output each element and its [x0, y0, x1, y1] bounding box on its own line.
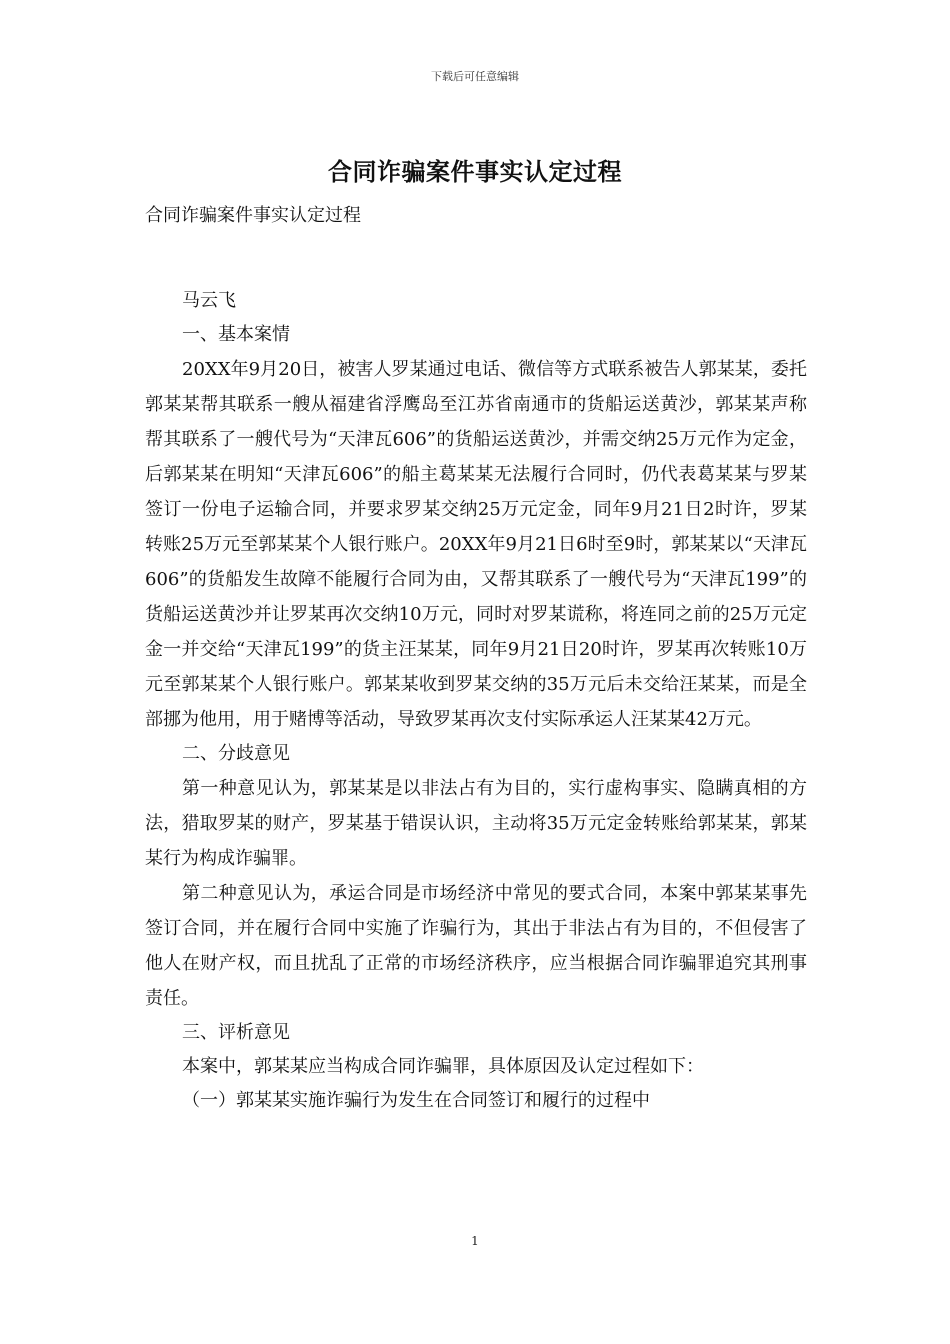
page-number: 1 [471, 1234, 479, 1248]
analysis-point-one: （一）郭某某实施诈骗行为发生在合同签订和履行的过程中 [182, 1090, 650, 1111]
basic-facts-paragraph: 20XX年9月20日，被害人罗某通过电话、微信等方式联系被告人郭某某，委托郭某某帮其联系一艘从福建省浮鹰岛至江苏省南通市的货船运送黄沙，郭某某声称帮其联系了一艘代号为“天津瓦606”的货船运送黄沙，并需交纳25万元作为定金，后郭某某在明知“天津瓦606”的船主葛某某无法履行合同时，仍代表葛某某与罗某签订一份电子运输合同，并要求罗某交纳25万元定金，同年9月21日2时许，罗某转账25万元至郭某某个人银行账户。20XX年9月21日6时至9时，郭某某以“天津瓦606”的货船发生故障不能履行合同为由，又帮其联系了一艘代号为“天津瓦199”的货船运送黄沙并让罗某再次交纳10万元，同时对罗某谎称，将连同之前的25万元定金一并交给“天津瓦199”的货主汪某某，同年9月21日20时许，罗某再次转账10万元至郭某某个人银行账户。郭某某收到罗某交纳的35万元后未交给汪某某，而是全部挪为他用，用于赌博等活动，导致罗某再次支付实际承运人汪某某42万元。 [145, 359, 807, 730]
page-header: 下载后可任意编辑 [431, 70, 519, 83]
opinion-two-paragraph: 第二种意见认为，承运合同是市场经济中常见的要式合同，本案中郭某某事先签订合同，并在履行合同中实施了诈骗行为，其出于非法占有为目的，不但侵害了他人在财产权，而且扰乱了正常的市场经济秩序，应当根据合同诈骗罪追究其刑事责任。 [145, 883, 807, 1009]
section-heading-analysis: 三、评析意见 [182, 1022, 290, 1043]
document-title: 合同诈骗案件事实认定过程 [328, 157, 622, 186]
opinion-one-paragraph: 第一种意见认为，郭某某是以非法占有为目的，实行虚构事实、隐瞒真相的方法，猎取罗某的财产，罗某基于错误认识，主动将35万元定金转账给郭某某，郭某某行为构成诈骗罪。 [145, 778, 807, 869]
section-heading-basic-facts: 一、基本案情 [182, 324, 290, 345]
document-subtitle: 合同诈骗案件事实认定过程 [145, 205, 361, 226]
section-heading-disputes: 二、分歧意见 [182, 743, 290, 764]
document-body [145, 199, 807, 1118]
author-name: 马云飞 [182, 290, 236, 311]
analysis-intro-paragraph: 本案中，郭某某应当构成合同诈骗罪，具体原因及认定过程如下： [182, 1056, 704, 1077]
